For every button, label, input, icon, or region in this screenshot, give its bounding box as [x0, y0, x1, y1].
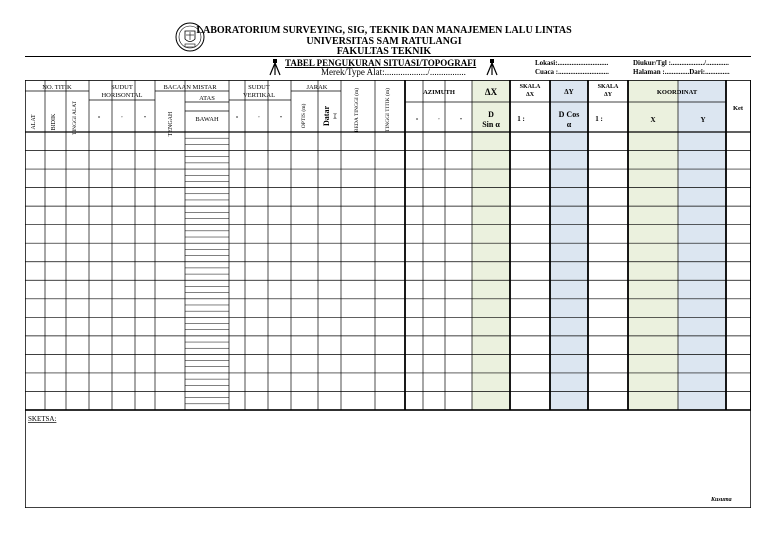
col-skala-dx-1: SKALA — [519, 84, 541, 90]
university-title: UNIVERSITAS SAM RATULANGI — [306, 36, 462, 47]
tripod-right-icon — [485, 58, 499, 76]
col-sudut-horisontal-1: SUDUT — [111, 84, 133, 91]
dy-column-fill — [550, 80, 588, 410]
col-optis: OPTIS (m) — [301, 103, 307, 129]
dy-formula-1: D Cos — [558, 110, 580, 119]
az-sec: " — [459, 117, 463, 124]
surveyor-signature: Kusuma — [711, 497, 732, 503]
col-alat: ALAT — [31, 114, 37, 130]
measured-date-field: Diukur/Tgl :.................../............. — [633, 59, 729, 67]
col-skala-dy-1: SKALA — [597, 84, 619, 90]
col-bacaan-mistar: BACAAN MISTAR — [163, 84, 217, 91]
col-no-titik: NO. TITIK — [42, 84, 72, 91]
dy-formula-2: α — [566, 120, 572, 129]
faculty-title: FAKULTAS TEKNIK — [336, 46, 432, 57]
col-sudut-vertikal-1: SUDUT — [248, 84, 270, 91]
col-koordinat: KOORDINAT — [656, 89, 698, 96]
col-sudut-horisontal-2: HORISONTAL — [101, 92, 143, 99]
weather-field: Cuaca :............................. — [535, 68, 609, 76]
col-atas: ATAS — [199, 95, 215, 102]
instrument-type-field: Merek/Type Alat:.................../................ — [321, 67, 466, 77]
col-tengah: TENGAH — [168, 111, 174, 137]
col-x: X — [650, 116, 656, 124]
col-bawah: BAWAH — [195, 116, 219, 123]
x-column-fill — [628, 80, 678, 410]
y-column-fill — [678, 80, 726, 410]
sheet-subtitle: TABEL PENGUKURAN SITUASI/TOPOGRAFI — [285, 58, 477, 68]
az-min: ' — [438, 117, 440, 124]
col-ket: Ket — [732, 105, 744, 112]
sh-min: ' — [121, 115, 123, 122]
col-tinggi-titik: TINGGI TITIK (m) — [385, 88, 391, 132]
col-datar-unit: (m) — [332, 112, 337, 120]
tripod-left-icon — [268, 58, 282, 76]
lab-title: LABORATORIUM SURVEYING, SIG, TEKNIK DAN MANAJEMEN LALU LINTAS — [196, 25, 572, 36]
col-skala-dy-2: ΔY — [603, 92, 613, 98]
sh-sec: " — [143, 115, 147, 122]
col-y: Y — [700, 116, 706, 124]
dx-formula-1: D — [488, 110, 494, 119]
sh-deg: ° — [97, 115, 101, 122]
sv-sec: " — [279, 115, 283, 122]
az-deg: ° — [415, 117, 419, 124]
col-skala-dx-2: ΔX — [525, 92, 535, 98]
measurement-sheet — [25, 80, 751, 508]
col-dy: ΔY — [564, 88, 574, 96]
location-field: Lokasi:............................. — [535, 59, 609, 67]
sv-deg: ° — [235, 115, 239, 122]
header-divider — [25, 56, 751, 57]
col-jarak: JARAK — [306, 84, 328, 91]
dx-column-fill — [472, 80, 510, 410]
col-azimuth: AZIMUTH — [423, 89, 455, 96]
skala-dy-value: 1 : — [595, 115, 603, 123]
sv-min: ' — [258, 115, 260, 122]
col-beda-tinggi: BEDA TINGGI (m) — [354, 87, 360, 133]
col-datar: Datar — [322, 106, 331, 126]
page-field: Halaman :..............Dari:.............. — [633, 68, 730, 76]
dx-formula-2: Sin α — [482, 120, 500, 129]
col-sudut-vertikal-2: VERTIKAL — [242, 92, 276, 99]
sketch-label: SKETSA: — [28, 415, 57, 423]
col-bidik: BIDIK — [51, 113, 57, 131]
col-dx: ΔX — [484, 87, 498, 97]
skala-dx-value: 1 : — [517, 115, 525, 123]
col-tinggi-alat: TINGGI ALAT — [72, 100, 78, 136]
